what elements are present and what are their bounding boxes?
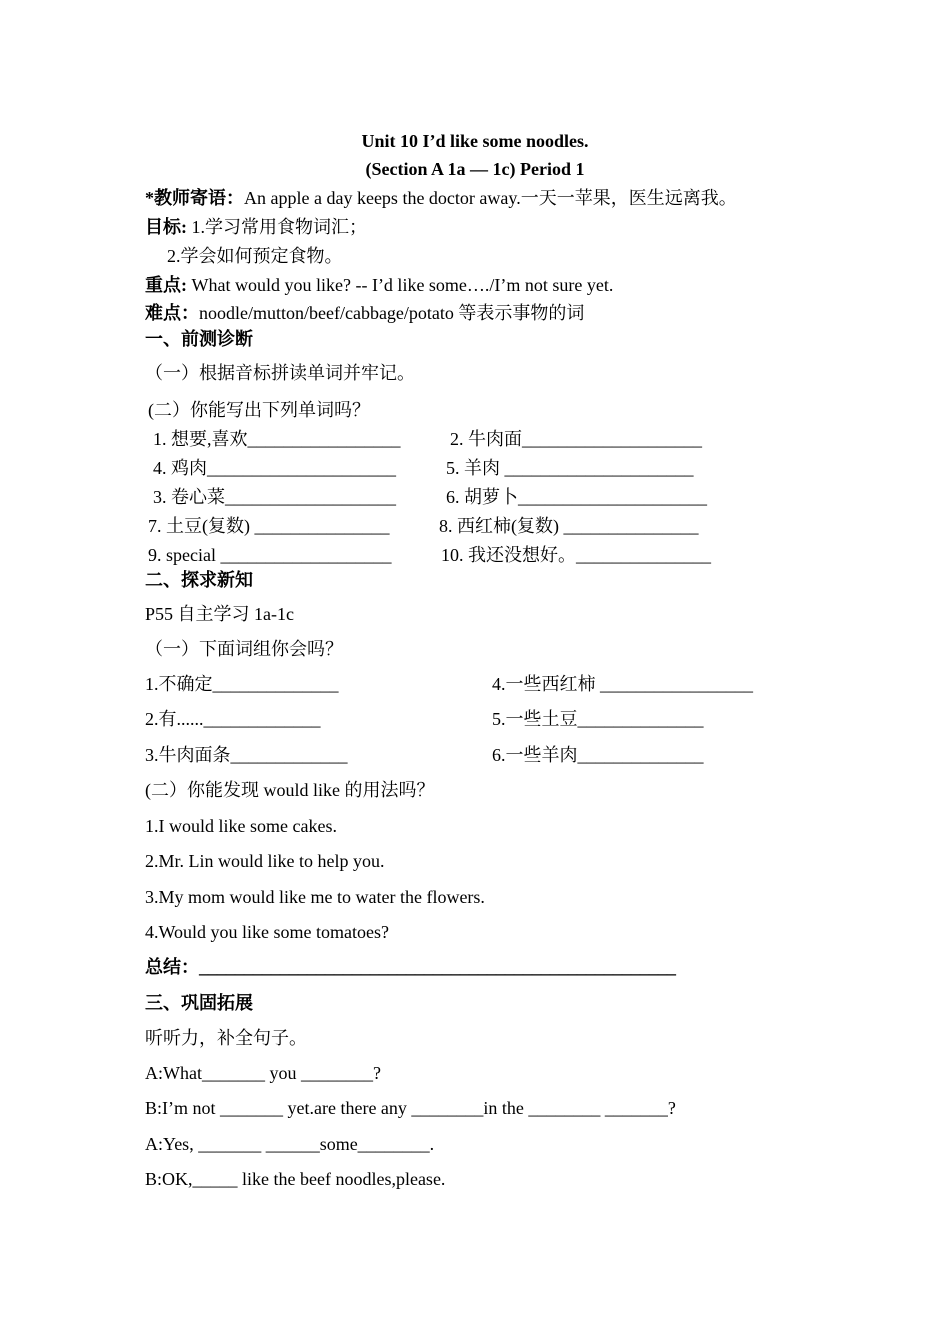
summary-line: _____________________________________________________ — [199, 957, 676, 977]
difficulties-text: noodle/mutton/beef/cabbage/potato 等表示事物的词 — [199, 303, 585, 323]
word-item: 7. 土豆(复数) _______________ — [148, 516, 390, 536]
example-sentence: 2.Mr. Lin would like to help you. — [145, 851, 385, 871]
difficulties-label: 难点： — [145, 303, 199, 323]
word-item: 6. 胡萝卜_____________________ — [446, 487, 707, 507]
goals-item-1: 1.学习常用食物词汇； — [187, 217, 367, 237]
word-item: 1. 想要,喜欢_________________ — [153, 429, 401, 449]
page-subtitle: (Section A 1a — 1c) Period 1 — [365, 159, 585, 179]
word-item: 10. 我还没想好。_______________ — [441, 545, 711, 565]
example-sentence: 1.I would like some cakes. — [145, 816, 337, 836]
word-item: 4. 鸡肉_____________________ — [153, 458, 396, 478]
teacher-motto-label: *教师寄语： — [145, 188, 244, 208]
word-item: 3. 卷心菜___________________ — [153, 487, 396, 507]
listening-instruction: 听听力，补全句子。 — [145, 1028, 307, 1048]
goals-label: 目标: — [145, 217, 187, 237]
phrase-item: 1.不确定______________ — [145, 674, 339, 694]
explore-part-1: （一）下面词组你会吗？ — [145, 639, 343, 659]
summary — [145, 958, 676, 976]
page-title: Unit 10 I’d like some noodles. — [361, 131, 589, 151]
summary-label: 总结： — [145, 957, 199, 977]
phrase-item: 2.有......_____________ — [145, 709, 321, 729]
word-item: 5. 羊肉 _____________________ — [446, 458, 694, 478]
phrase-item: 5.一些土豆______________ — [492, 709, 704, 729]
example-sentence: 3.My mom would like me to water the flowers. — [145, 887, 485, 907]
key-points — [145, 276, 613, 294]
teacher-motto-text: An apple a day keeps the doctor away.一天一苹果，医生远离我。 — [244, 188, 737, 208]
example-sentence: 4.Would you like some tomatoes? — [145, 922, 390, 942]
pretest-part-1: （一）根据音标拼读单词并牢记。 — [145, 363, 415, 383]
word-item: 9. special ___________________ — [148, 545, 392, 565]
section-heading-explore: 二、探求新知 — [145, 570, 253, 590]
goals — [145, 218, 367, 236]
explore-intro: P55 自主学习 1a-1c — [145, 604, 294, 624]
phrase-item: 3.牛肉面条_____________ — [145, 745, 348, 765]
goals-item-2: 2.学会如何预定食物。 — [167, 246, 343, 266]
section-heading-pretest: 一、前测诊断 — [145, 329, 253, 349]
word-item: 8. 西红柿(复数) _______________ — [439, 516, 699, 536]
pretest-part-2: (二）你能写出下列单词吗？ — [148, 400, 370, 420]
key-points-text: What would you like? -- I’d like some…./I’m not sure yet. — [187, 275, 614, 295]
difficulties — [145, 304, 584, 322]
teacher-motto — [145, 189, 737, 207]
key-points-label: 重点: — [145, 275, 187, 295]
section-heading-consolidate: 三、巩固拓展 — [145, 993, 253, 1013]
dialogue-line: A:Yes, _______ ______some________. — [145, 1134, 435, 1154]
dialogue-line: B:OK,_____ like the beef noodles,please. — [145, 1169, 446, 1189]
phrase-item: 6.一些羊肉______________ — [492, 745, 704, 765]
phrase-item: 4.一些西红柿 _________________ — [492, 674, 753, 694]
word-item: 2. 牛肉面____________________ — [450, 429, 702, 449]
explore-part-2: (二）你能发现 would like 的用法吗？ — [145, 780, 435, 800]
dialogue-line: A:What_______ you ________? — [145, 1063, 381, 1083]
dialogue-line: B:I’m not _______ yet.are there any ________in the ________ _______? — [145, 1098, 676, 1118]
